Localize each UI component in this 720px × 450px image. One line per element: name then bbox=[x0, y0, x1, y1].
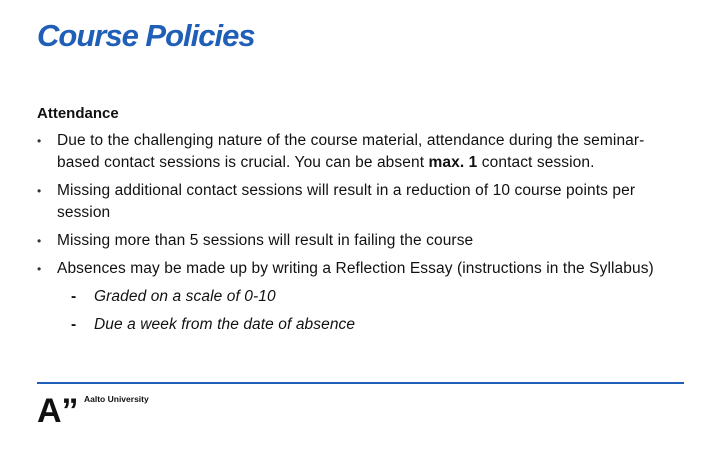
bullet-text-part: Due to the challenging nature of the course material, attendance during the seminar-based contact sessions is crucial. You can be absent bbox=[57, 132, 645, 171]
bullet-text: Missing additional contact sessions will result in a reduction of 10 course points per session bbox=[57, 182, 636, 221]
bullet-marker: • bbox=[37, 134, 42, 148]
subitem-due-date bbox=[57, 314, 687, 336]
bullet-item-failing-rule bbox=[37, 230, 687, 252]
bullet-text: Absences may be made up by writing a Reflection Essay (instructions in the Syllabus) bbox=[57, 260, 654, 277]
subitem-grading-scale bbox=[57, 286, 687, 308]
essay-subitem-list bbox=[57, 286, 687, 336]
subitem-text: Graded on a scale of 0-10 bbox=[94, 288, 276, 305]
aalto-logo-mark bbox=[37, 393, 81, 425]
bullet-item-make-up-essay bbox=[37, 258, 687, 336]
sub-bullet-marker: - bbox=[71, 316, 77, 333]
aalto-university-wordmark: Aalto University bbox=[84, 394, 149, 404]
sub-bullet-marker: - bbox=[71, 288, 77, 305]
section-heading-attendance: Attendance bbox=[37, 105, 119, 122]
bullet-text-emphasis: max. 1 bbox=[428, 154, 478, 171]
bullet-text: Missing more than 5 sessions will result in failing the course bbox=[57, 232, 474, 249]
subitem-text: Due a week from the date of absence bbox=[94, 316, 356, 333]
bullet-marker: • bbox=[37, 262, 42, 276]
slide-title: Course Policies bbox=[37, 18, 255, 53]
bullet-text-part: contact session. bbox=[477, 154, 595, 171]
bullet-item-absence-limit bbox=[37, 130, 687, 174]
aalto-logo-glyph: A” bbox=[37, 393, 79, 425]
bullet-item-point-reduction bbox=[37, 180, 687, 224]
bullet-marker: • bbox=[37, 234, 42, 248]
bullet-marker: • bbox=[37, 184, 42, 198]
footer-divider bbox=[37, 382, 684, 384]
policy-bullet-list bbox=[37, 130, 687, 342]
bullet-text bbox=[57, 132, 644, 171]
